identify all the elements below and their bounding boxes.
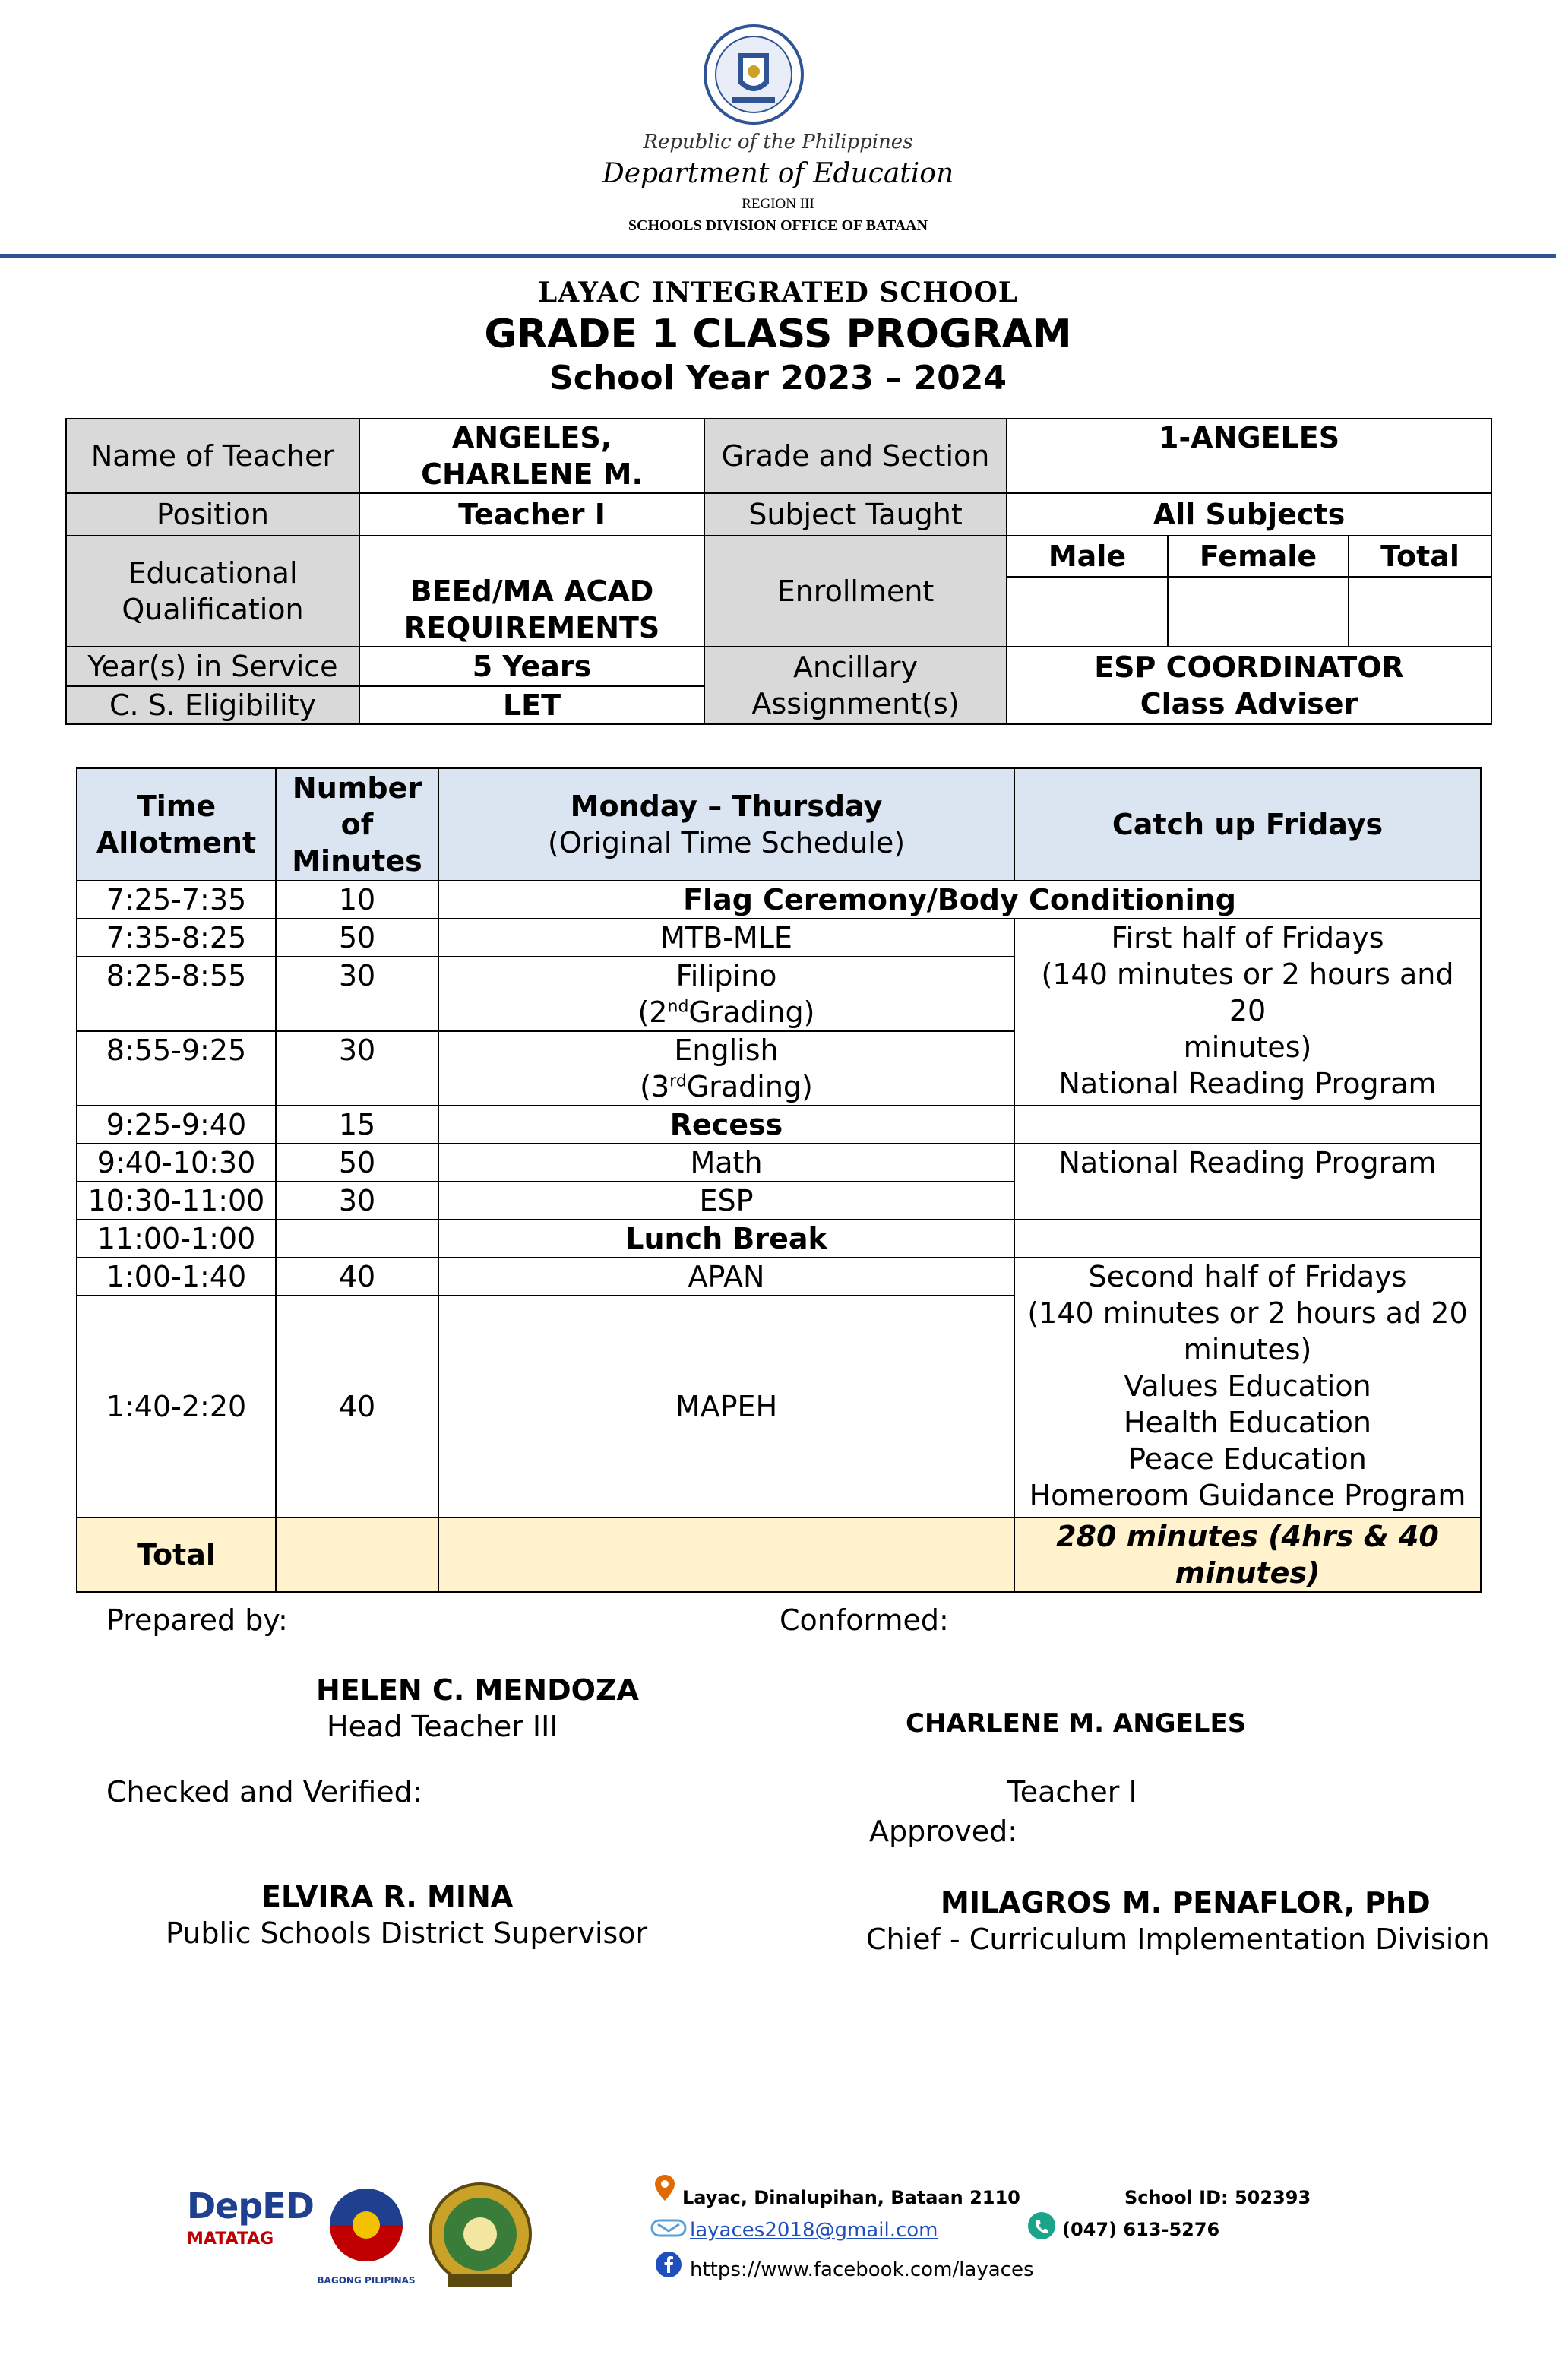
table-row [77,1144,1481,1182]
eligibility-label: C. S. Eligibility [66,686,359,724]
phone-icon [1027,2211,1056,2240]
time-cell: 9:25-9:40 [77,1106,276,1144]
enrollment-female-value [1168,577,1349,647]
position-value: Teacher I [359,493,704,536]
location-pin-icon [655,2175,675,2201]
school-address: Layac, Dinalupihan, Bataan 2110 [682,2187,1020,2208]
school-year: School Year 2023 – 2024 [549,359,1007,397]
division-text: SCHOOLS DIVISION OFFICE OF BATAAN [628,217,928,234]
education-label: Educational Qualification [66,536,359,647]
subject-cell: MTB-MLE [438,919,1014,957]
education-value: BEEd/MA ACAD REQUIREMENTS [359,536,704,647]
header-divider [0,254,1556,258]
minutes-cell: 30 [276,1182,438,1220]
class-schedule-table [76,767,1482,1593]
subject-cell: Lunch Break [438,1220,1014,1258]
table-row [77,881,1481,919]
enrollment-female-header: Female [1168,536,1349,577]
approved-name: MILAGROS M. PENAFLOR, PhD [941,1886,1431,1920]
subject-cell: Math [438,1144,1014,1182]
table-row [77,919,1481,957]
minutes-cell: 50 [276,1144,438,1182]
time-cell: 10:30-11:00 [77,1182,276,1220]
time-cell: 8:55-9:25 [77,1031,276,1106]
subject-cell: Flag Ceremony/Body Conditioning [438,881,1481,919]
table-row [77,1106,1481,1144]
department-text: Department of Education [602,158,954,189]
years-value: 5 Years [359,647,704,686]
deped-matatag-logo: DepED MATATAG [187,2185,314,2249]
friday-first-half-cell: First half of Fridays (140 minutes or 2 hours and 20 minutes) National Reading Program [1014,919,1481,1106]
page-title: GRADE 1 CLASS PROGRAM [484,312,1072,357]
school-logo [425,2179,535,2293]
minutes-cell: 10 [276,881,438,919]
catch-up-fridays-header: Catch up Fridays [1014,768,1481,881]
friday-second-half-cell: Second half of Fridays (140 minutes or 2 hours ad 20 minutes) Values Education Health Education Peace Education Homeroom Guidance Program [1014,1258,1481,1518]
ancillary-value: ESP COORDINATOR Class Adviser [1007,647,1491,724]
email-link[interactable]: layaces2018@gmail.com [690,2219,938,2242]
subject-value: All Subjects [1007,493,1491,536]
checked-title: Public Schools District Supervisor [166,1916,648,1950]
time-cell: 8:25-8:55 [77,957,276,1031]
friday-reading-cell: National Reading Program [1014,1144,1481,1220]
checked-label: Checked and Verified: [106,1775,422,1809]
prepared-title: Head Teacher III [327,1710,558,1743]
grade-value: 1-ANGELES [1007,419,1491,493]
total-minutes-empty [276,1518,438,1592]
subject-cell: APAN [438,1258,1014,1296]
time-cell: 7:25-7:35 [77,881,276,919]
republic-text: Republic of the Philippines [643,131,913,153]
total-row [77,1518,1481,1592]
minutes-cell: 50 [276,919,438,957]
subject-cell: ESP [438,1182,1014,1220]
conformed-label: Conformed: [780,1603,949,1637]
years-label: Year(s) in Service [66,647,359,686]
name-value: ANGELES, CHARLENE M. [359,419,704,493]
approved-title: Chief - Curriculum Implementation Division [866,1923,1490,1956]
prepared-label: Prepared by: [106,1603,288,1637]
enrollment-male-value [1007,577,1168,647]
facebook-link[interactable]: https://www.facebook.com/layaces [690,2258,1034,2281]
facebook-icon [655,2251,682,2278]
eligibility-value: LET [359,686,704,724]
enrollment-total-header: Total [1349,536,1491,577]
time-cell: 1:40-2:20 [77,1296,276,1518]
subject-label: Subject Taught [704,493,1007,536]
monday-thursday-header: Monday – Thursday (Original Time Schedule) [438,768,1014,881]
subject-cell: MAPEH [438,1296,1014,1518]
region-text: REGION III [742,196,814,212]
table-row [77,1220,1481,1258]
enrollment-total-value [1349,577,1491,647]
conformed-name: CHARLENE M. ANGELES [906,1708,1247,1739]
subject-cell: Filipino (2ndGrading) [438,957,1014,1031]
minutes-cell: 40 [276,1258,438,1296]
time-cell: 11:00-1:00 [77,1220,276,1258]
school-id: School ID: 502393 [1124,2187,1311,2208]
minutes-cell: 30 [276,1031,438,1106]
subject-cell: English (3rdGrading) [438,1031,1014,1106]
table-row [77,1258,1481,1296]
enrollment-label: Enrollment [704,536,1007,647]
subject-cell: Recess [438,1106,1014,1144]
approved-label: Approved: [869,1815,1018,1848]
friday-empty-cell [1014,1220,1481,1258]
grade-label: Grade and Section [704,419,1007,493]
ancillary-label: Ancillary Assignment(s) [704,647,1007,724]
enrollment-male-header: Male [1007,536,1168,577]
checked-name: ELVIRA R. MINA [261,1880,514,1913]
minutes-cell [276,1220,438,1258]
friday-empty-cell [1014,1106,1481,1144]
bagong-pilipinas-logo: BAGONG PILIPINAS [312,2181,421,2295]
time-cell: 9:40-10:30 [77,1144,276,1182]
minutes-header: Number of Minutes [276,768,438,881]
name-label: Name of Teacher [66,419,359,493]
email-icon [650,2217,687,2239]
phone-number: (047) 613-5276 [1062,2219,1220,2240]
total-label: Total [77,1518,276,1592]
time-cell: 1:00-1:40 [77,1258,276,1296]
time-allotment-header: Time Allotment [77,768,276,881]
time-cell: 7:35-8:25 [77,919,276,957]
total-value: 280 minutes (4hrs & 40 minutes) [1014,1518,1481,1592]
position-label: Position [66,493,359,536]
minutes-cell: 40 [276,1296,438,1518]
conformed-title: Teacher I [1007,1775,1137,1809]
prepared-name: HELEN C. MENDOZA [316,1673,639,1707]
minutes-cell: 30 [276,957,438,1031]
teacher-info-table [65,418,1492,725]
school-name: LAYAC INTEGRATED SCHOOL [537,277,1019,309]
minutes-cell: 15 [276,1106,438,1144]
total-monthu-empty [438,1518,1014,1592]
deped-seal-icon [702,23,805,126]
